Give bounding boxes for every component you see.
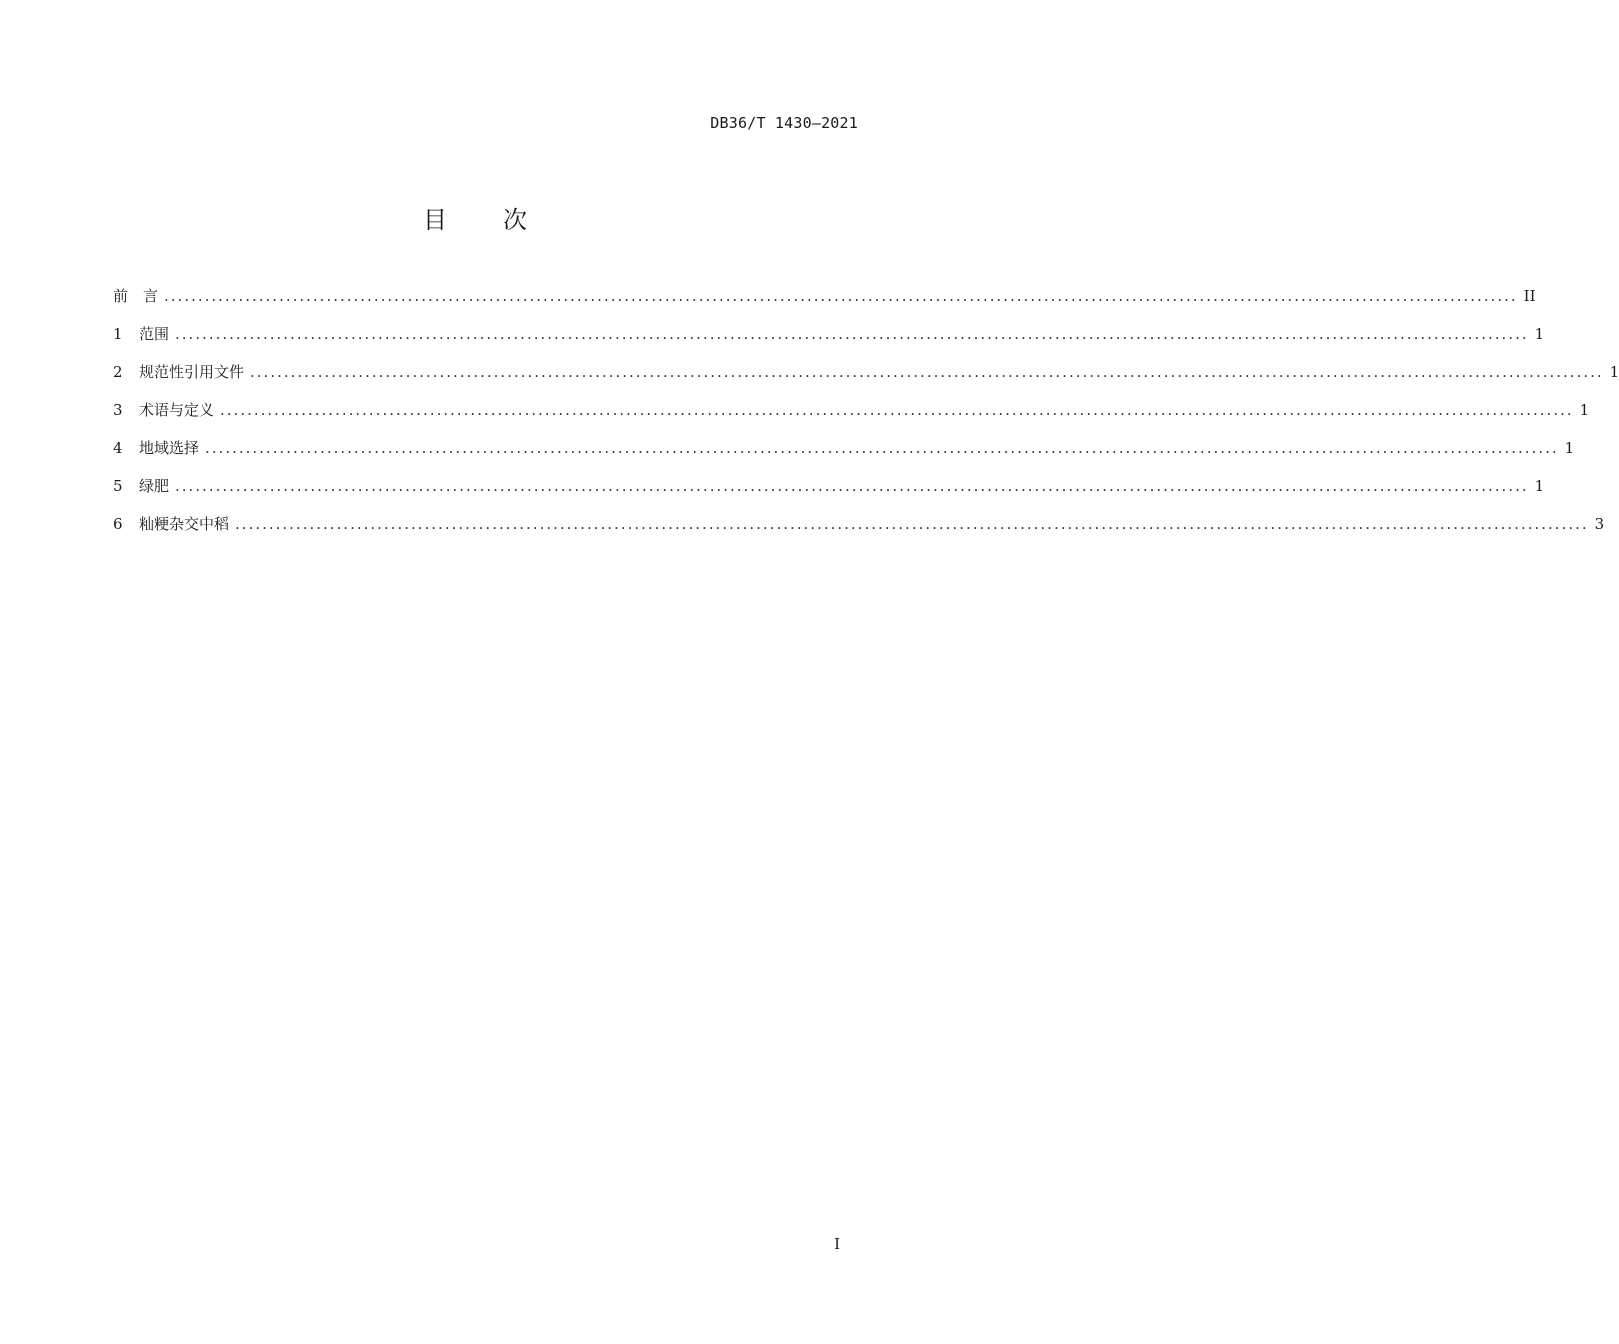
toc-entry-label: 范围 (139, 325, 170, 343)
toc-entry-label: 规范性引用文件 (139, 363, 245, 381)
toc-entry-page: 1 (1534, 477, 1545, 495)
toc-dot-leader: ........................................................................................................................................................................................................ (175, 325, 1529, 343)
toc-entry-page: 1 (1579, 401, 1590, 419)
toc-entry-green-manure[interactable] (113, 474, 1545, 512)
toc-entry-page: II (1523, 287, 1536, 305)
toc-entry-number: 6 (113, 515, 123, 533)
toc-entry-foreword[interactable] (113, 284, 1536, 322)
toc-dot-leader: ........................................................................................................................................................................................................ (235, 515, 1589, 533)
toc-list (113, 284, 1619, 550)
toc-dot-leader: ........................................................................................................................................................................................................ (175, 477, 1529, 495)
page-number: I (834, 1235, 840, 1253)
toc-dot-leader: ........................................................................................................................................................................................................ (250, 363, 1604, 381)
toc-entry-number: 1 (113, 325, 123, 343)
toc-entry-label: 前 言 (113, 287, 159, 305)
toc-entry-number: 5 (113, 477, 123, 495)
toc-entry-hybrid-rice[interactable] (113, 512, 1605, 550)
toc-entry-label: 绿肥 (139, 477, 170, 495)
toc-entry-page: 1 (1609, 363, 1619, 381)
toc-entry-number: 3 (113, 401, 123, 419)
toc-entry-number: 4 (113, 439, 123, 457)
toc-entry-label: 籼粳杂交中稻 (139, 515, 230, 533)
toc-dot-leader: ........................................................................................................................................................................................................ (205, 439, 1559, 457)
toc-dot-leader: ........................................................................................................................................................................................................ (220, 401, 1574, 419)
toc-entry-label: 地域选择 (139, 439, 200, 457)
toc-entry-scope[interactable] (113, 322, 1545, 360)
toc-entry-normative-references[interactable] (113, 360, 1619, 398)
document-code: DB36/T 1430—2021 (710, 114, 858, 132)
toc-entry-label: 术语与定义 (139, 401, 215, 419)
toc-title: 目次 (423, 206, 583, 234)
toc-entry-number: 2 (113, 363, 123, 381)
toc-dot-leader: ........................................................................................................................................................................................................ (164, 287, 1518, 305)
toc-entry-site-selection[interactable] (113, 436, 1575, 474)
toc-entry-page: 1 (1564, 439, 1575, 457)
toc-entry-page: 1 (1534, 325, 1545, 343)
toc-entry-terms-definitions[interactable] (113, 398, 1590, 436)
toc-entry-page: 3 (1594, 515, 1605, 533)
